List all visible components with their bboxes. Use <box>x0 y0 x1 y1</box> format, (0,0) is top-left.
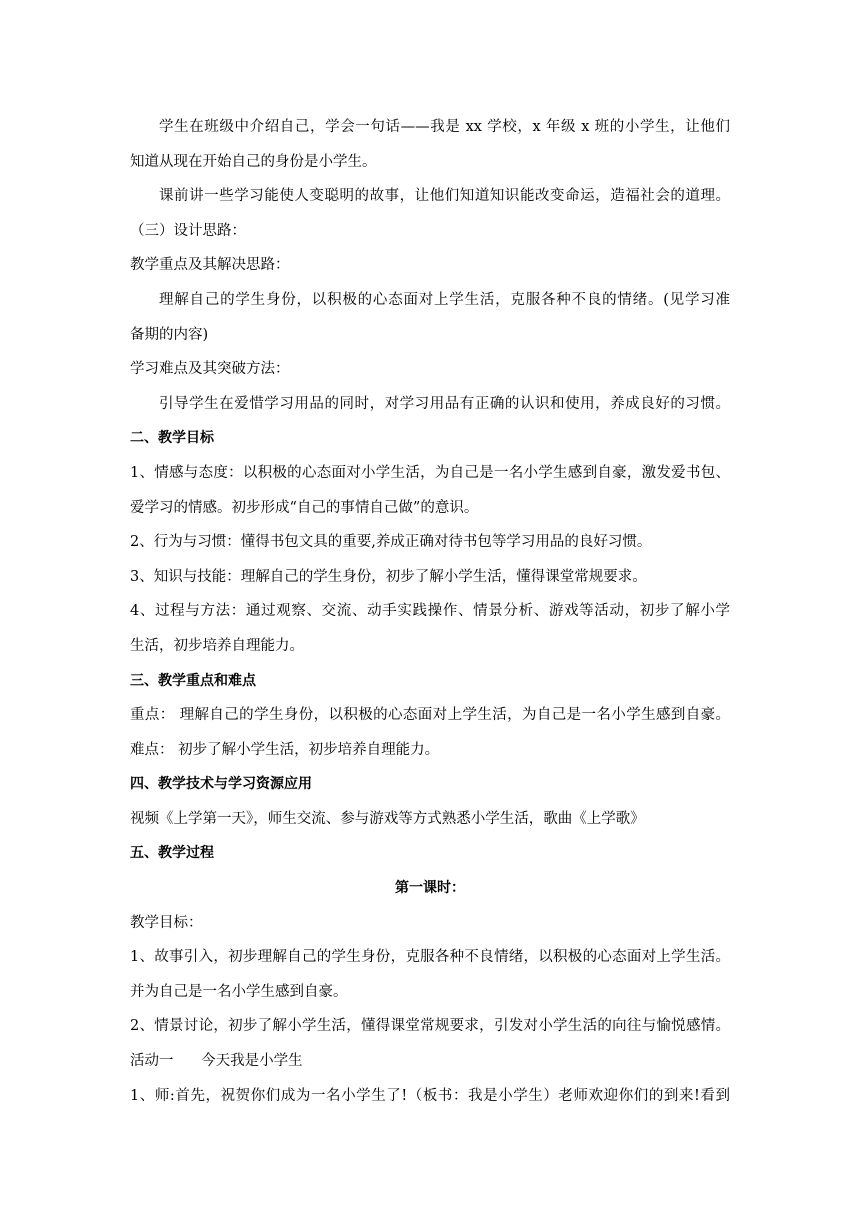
document-page <box>130 110 730 1113</box>
paragraph-line: 引导学生在爱惜学习用品的同时，对学习用品有正确的认识和使用，养成良好的习惯。 <box>159 395 730 412</box>
list-item-continued: 爱学习的情感。初步形成“自己的事情自己做”的意识。 <box>130 499 479 516</box>
list-item: 1、师:首先，祝贺你们成为一名小学生了!（板书：我是小学生）老师欢迎你们的到来!看到 <box>130 1087 730 1104</box>
list-item: 2、情景讨论，初步了解小学生活，懂得课堂常规要求，引发对小学生活的向往与愉悦感情。 <box>130 1018 730 1035</box>
list-item: 3、知识与技能：理解自己的学生身份，初步了解小学生活，懂得课堂常规要求。 <box>130 568 647 585</box>
section-heading: 二、教学目标 <box>130 430 214 447</box>
list-item: 2、行为与习惯：懂得书包文具的重要,养成正确对待书包等学习用品的良好习惯。 <box>130 534 652 551</box>
subheading: 教学目标： <box>130 914 203 931</box>
paragraph-line: 视频《上学第一天》，师生交流、参与游戏等方式熟悉小学生活，歌曲《上学歌》 <box>130 810 645 827</box>
lesson-title: 第一课时： <box>395 880 465 897</box>
difficult-point: 难点： 初步了解小学生活，初步培养自理能力。 <box>130 741 440 758</box>
paragraph-line: 学生在班级中介绍自己，学会一句话——我是 xx 学校，x 年级 x 班的小学生，让他们 <box>159 119 730 135</box>
list-item: 1、故事引入，初步理解自己的学生身份，克服各种不良情绪，以积极的心态面对上学生活。 <box>130 949 730 966</box>
section-heading: 三、教学重点和难点 <box>130 672 256 689</box>
list-item: 1、情感与态度：以积极的心态面对小学生活，为自己是一名小学生感到自豪，激发爱书包、 <box>130 464 730 481</box>
paragraph-line: 理解自己的学生身份，以积极的心态面对上学生活，克服各种不良的情绪。(见学习准 <box>159 291 730 308</box>
list-item-continued: 生活，初步培养自理能力。 <box>130 637 304 654</box>
subheading: 学习难点及其突破方法： <box>130 361 290 378</box>
key-point: 重点： 理解自己的学生身份，以积极的心态面对上学生活，为自己是一名小学生感到自豪。 <box>130 707 730 724</box>
activity-title: 活动一 今天我是小学生 <box>130 1053 303 1070</box>
list-item: 4、过程与方法：通过观察、交流、动手实践操作、情景分析、游戏等活动，初步了解小学 <box>130 603 730 620</box>
section-heading: 四、教学技术与学习资源应用 <box>130 776 312 793</box>
paragraph-line: 知道从现在开始自己的身份是小学生。 <box>130 153 377 170</box>
paragraph-line: 备期的内容) <box>130 326 209 343</box>
subheading: 教学重点及其解决思路： <box>130 257 290 274</box>
section-heading: 五、教学过程 <box>130 845 214 862</box>
list-item-continued: 并为自己是一名小学生感到自豪。 <box>130 983 348 1000</box>
section-heading: （三）设计思路： <box>130 222 246 239</box>
paragraph-line: 课前讲一些学习能使人变聪明的故事，让他们知道知识能改变命运，造福社会的道理。 <box>159 188 730 205</box>
